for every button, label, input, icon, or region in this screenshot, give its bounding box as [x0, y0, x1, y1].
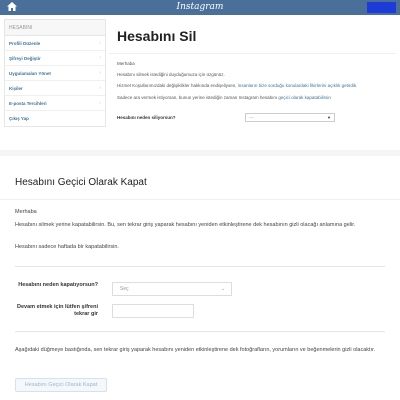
- deactivate-reason-label: Hesabını neden kapatıyorsun?: [18, 282, 98, 288]
- divider: [0, 199, 400, 200]
- sidebar-item-change-password[interactable]: [5, 51, 105, 66]
- sidebar-item-manage-apps[interactable]: [5, 66, 105, 81]
- dropdown-arrow-icon: ▼: [327, 115, 331, 120]
- delete-reason-row: [109, 113, 396, 125]
- deactivate-notice: Aşağıdaki düğmeye bastığında, sen tekrar giriş yaparak hesabını yeniden etkinleştirene dek fotoğrafların, yorumların ve beğenmelerin gizli olacaktır.: [15, 347, 376, 353]
- settings-sidebar: [4, 19, 106, 127]
- sidebar-item-label: Şifreyi Değiştir: [9, 56, 41, 61]
- page-title: Hesabını Sil: [117, 28, 197, 44]
- deactivate-reason-placeholder: Seç: [120, 286, 129, 292]
- sidebar-item-label: Profili Düzenle: [9, 41, 41, 46]
- sidebar-item-label: Uygulamaları Yönet: [9, 71, 51, 76]
- delete-account-section: [0, 15, 400, 150]
- deactivate-account-section: [0, 156, 400, 400]
- terms-link[interactable]: insanların bize sorduğu konulardaki fikirlerini açıklık getirdik.: [237, 83, 358, 88]
- section-title: Hesabını Geçici Olarak Kapat: [15, 177, 147, 188]
- sidebar-item-label: Çıkış Yap: [9, 116, 29, 121]
- account-badge[interactable]: [367, 2, 396, 13]
- greeting-text: Merhaba: [15, 209, 37, 215]
- password-field[interactable]: [112, 304, 194, 318]
- delete-reason-value: ---: [249, 115, 254, 120]
- sorry-text: Hesabını silmek istediğini duyduğumuza için üzgünüz.: [117, 72, 225, 77]
- sidebar-item-contacts[interactable]: [5, 81, 105, 96]
- deactivate-reason-select[interactable]: [112, 282, 232, 296]
- chevron-right-icon: ›: [99, 100, 101, 106]
- sidebar-item-email-preferences[interactable]: [5, 96, 105, 111]
- chevron-right-icon: ›: [99, 85, 101, 91]
- chevron-right-icon: ›: [99, 40, 101, 46]
- divider: [15, 266, 385, 267]
- deactivate-link[interactable]: geçici olarak kapatabilirsin: [278, 95, 331, 100]
- sidebar-item-label: Kişiler: [9, 86, 23, 91]
- greeting-text: Merhaba: [117, 61, 135, 66]
- sidebar-item-edit-profile[interactable]: [5, 36, 105, 51]
- chevron-down-icon: ⌄: [220, 286, 225, 292]
- sidebar-item-logout[interactable]: [5, 111, 105, 126]
- password-label: Devam etmek için lütfen şifreni tekrar gir: [17, 304, 98, 317]
- chevron-right-icon: ›: [99, 70, 101, 76]
- weekly-limit-text: Hesabını sadece haftada bir kapatabilirsin.: [15, 244, 119, 250]
- deactivate-account-button[interactable]: Hesabını Geçici Olarak Kapat: [15, 378, 107, 392]
- delete-reason-label: Hesabını neden siliyorsun?: [117, 115, 176, 120]
- deactivate-explanation: Hesabını silmek yerine kapatabilirsin. Bu, sen tekrar giriş yaparak hesabını yeniden etkinleştirene dek hesabının gizli olacağı anlamına gelir.: [15, 222, 356, 228]
- divider: [109, 53, 396, 54]
- instagram-logo[interactable]: Instagram: [176, 2, 224, 12]
- chevron-right-icon: ›: [99, 55, 101, 61]
- sidebar-header: HESABINI: [5, 20, 105, 36]
- delete-account-panel: [109, 19, 396, 125]
- deactivate-hint-text: Sadece ara vermek istiyorsan, bunun yerine istediğin zaman Instagram hesabını geçici olarak kapatabilirsin: [117, 95, 331, 100]
- delete-reason-select[interactable]: [245, 113, 335, 122]
- sidebar-item-label: E-posta Tercihleri: [9, 101, 47, 106]
- terms-text: Hizmet Koşullarımızdaki değişiklikler hakkında endişeliysen, insanların bize sorduğu konulardaki fikirlerini açıklık getirdik.: [117, 83, 358, 88]
- top-navigation-bar: [0, 0, 400, 15]
- divider: [15, 331, 385, 332]
